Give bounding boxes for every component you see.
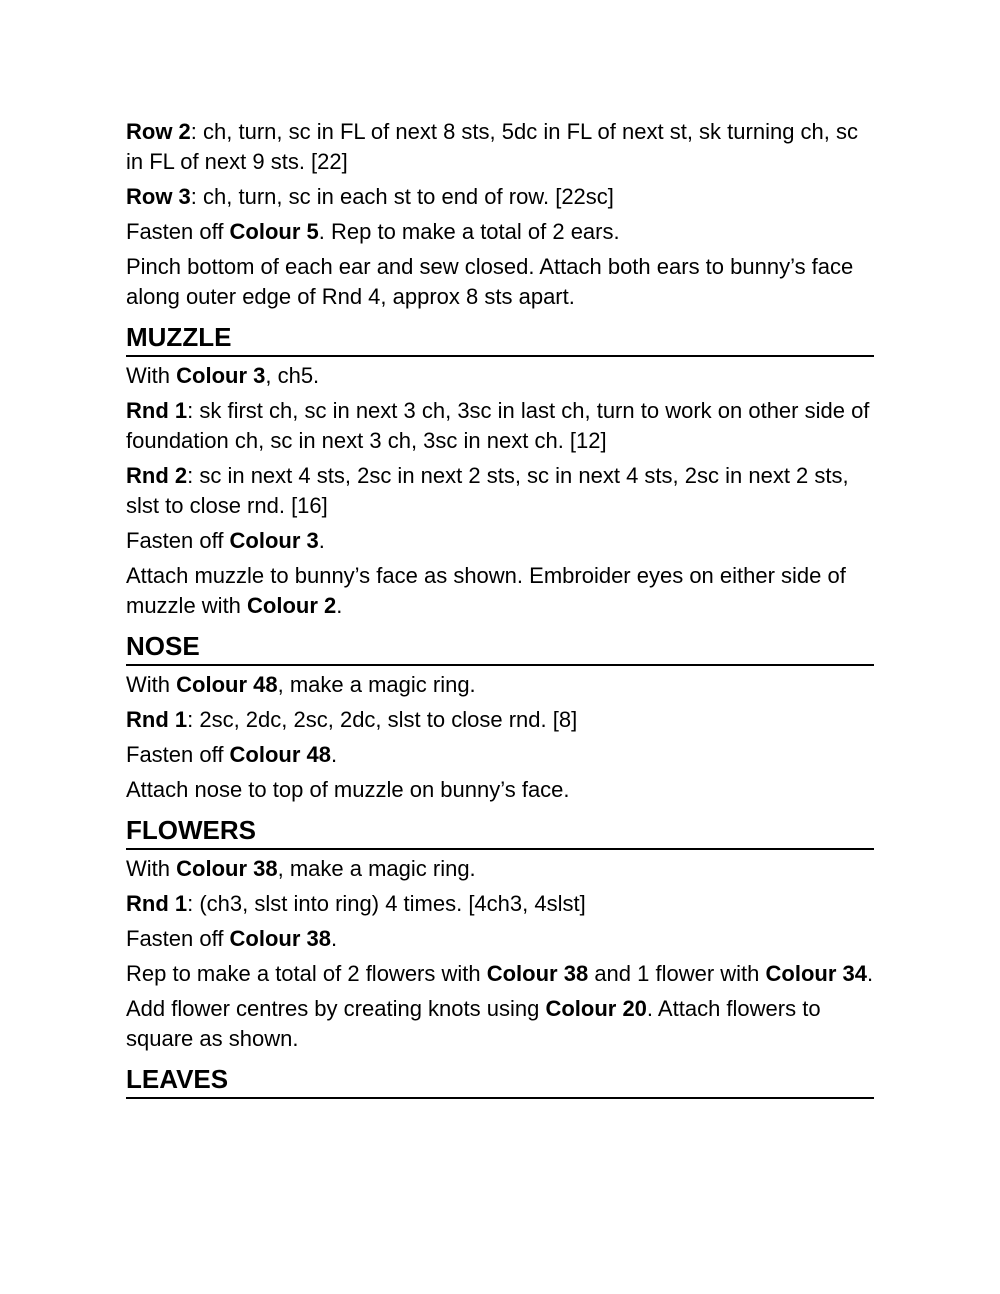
paragraph-attach-ears (126, 252, 874, 312)
text: . (331, 742, 338, 767)
document-page (126, 117, 874, 1103)
bold-label: Colour 5 (229, 219, 319, 244)
text: Rep to make a total of 2 flowers with (126, 961, 487, 986)
bold-label: Colour 38 (229, 926, 332, 951)
paragraph (126, 361, 874, 391)
text: Fasten off (126, 528, 230, 553)
bold-label: Colour 3 (229, 528, 319, 553)
bold-label: Row 2 (126, 119, 191, 144)
bold-label: Colour 48 (229, 742, 332, 767)
text: : ch, turn, sc in each st to end of row. [22sc] (190, 184, 614, 209)
text: , make a magic ring. (277, 672, 476, 697)
text: : sc in next 4 sts, 2sc in next 2 sts, sc in next 4 sts, 2sc in next 2 sts, slst to close rnd. [16] (126, 463, 849, 518)
text: : sk first ch, sc in next 3 ch, 3sc in last ch, turn to work on other side of foundation ch, sc in next 3 ch, 3sc in next ch. [12] (126, 398, 870, 453)
bold-label: Colour 34 (765, 961, 867, 986)
paragraph (126, 526, 874, 556)
bold-label: Rnd 1 (126, 707, 188, 732)
text: With (126, 363, 177, 388)
bold-label: Rnd 2 (126, 463, 188, 488)
text: Attach muzzle to bunny’s face as shown. Embroider eyes on either side of muzzle with (126, 563, 846, 618)
text: With (126, 672, 177, 697)
text: . (331, 926, 338, 951)
bold-label: Row 3 (126, 184, 191, 209)
paragraph (126, 775, 874, 805)
bold-label: Colour 38 (176, 856, 278, 881)
paragraph (126, 854, 874, 884)
text: . (318, 528, 325, 553)
text: . Rep to make a total of 2 ears. (318, 219, 620, 244)
text: Pinch bottom of each ear and sew closed. Attach both ears to bunny’s face along outer edge of Rnd 4, approx 8 sts apart. (126, 254, 854, 309)
paragraph (126, 670, 874, 700)
paragraph-row-2 (126, 117, 874, 177)
text: and 1 flower with (588, 961, 766, 986)
paragraph (126, 994, 874, 1054)
section-heading-flowers: FLOWERS (126, 815, 874, 850)
paragraph (126, 461, 874, 521)
text: : 2sc, 2dc, 2sc, 2dc, slst to close rnd. [8] (187, 707, 578, 732)
bold-label: Rnd 1 (126, 891, 188, 916)
bold-label: Colour 48 (176, 672, 278, 697)
paragraph (126, 889, 874, 919)
paragraph-fasten-off (126, 217, 874, 247)
paragraph-row-3 (126, 182, 874, 212)
text: Attach nose to top of muzzle on bunny’s face. (126, 777, 570, 802)
text: : ch, turn, sc in FL of next 8 sts, 5dc in FL of next st, sk turning ch, sc in FL of next 9 sts. [22] (126, 119, 859, 174)
paragraph (126, 740, 874, 770)
bold-label: Colour 38 (486, 961, 589, 986)
section-heading-nose: NOSE (126, 631, 874, 666)
text: , make a magic ring. (277, 856, 476, 881)
paragraph (126, 924, 874, 954)
paragraph (126, 705, 874, 735)
text: . (336, 593, 343, 618)
text: With (126, 856, 177, 881)
bold-label: Colour 2 (247, 593, 337, 618)
paragraph (126, 959, 874, 989)
bold-label: Rnd 1 (126, 398, 188, 423)
paragraph (126, 396, 874, 456)
text: Fasten off (126, 219, 230, 244)
text: , ch5. (265, 363, 320, 388)
text: Fasten off (126, 926, 230, 951)
section-heading-muzzle: MUZZLE (126, 322, 874, 357)
bold-label: Colour 20 (545, 996, 647, 1021)
text: : (ch3, slst into ring) 4 times. [4ch3, 4slst] (187, 891, 586, 916)
text: Fasten off (126, 742, 230, 767)
section-heading-leaves: LEAVES (126, 1064, 874, 1099)
paragraph (126, 561, 874, 621)
text: . Attach flowers to square as shown. (126, 996, 821, 1051)
text: Add flower centres by creating knots using (126, 996, 546, 1021)
bold-label: Colour 3 (176, 363, 266, 388)
text: . (866, 961, 874, 986)
